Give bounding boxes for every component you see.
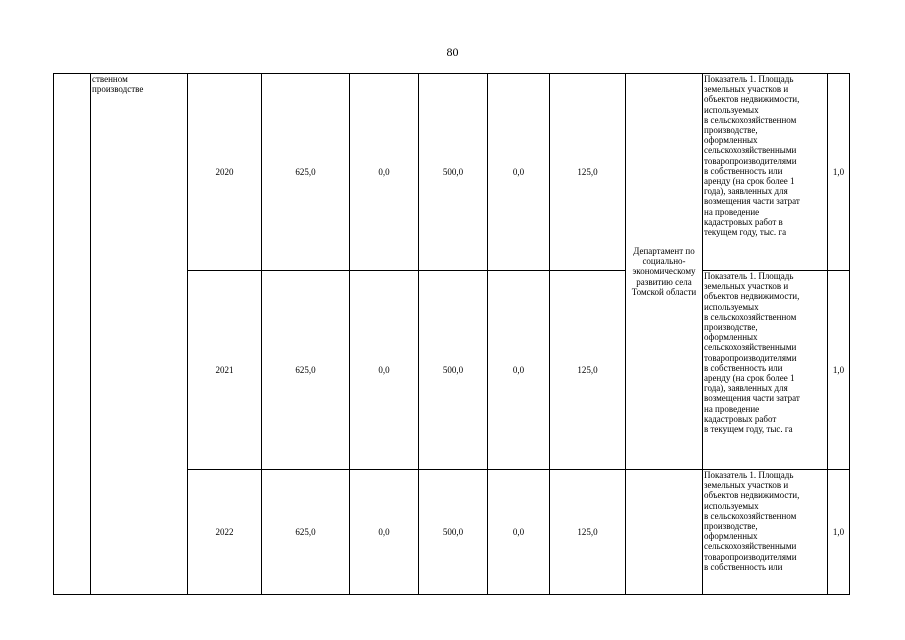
program-name: ственном производстве [92,74,144,95]
regional-cell: 500,0 [419,271,488,470]
table-row [54,74,850,271]
row-number-cell [54,74,91,595]
federal-cell: 0,0 [350,74,419,271]
local-cell: 0,0 [488,470,550,595]
indicator-value-cell: 1,0 [828,74,850,271]
year-cell: 2021 [188,271,262,470]
indicator-value-cell: 1,0 [828,271,850,470]
indicator-cell: Показатель 1. Площадь земельных участков и объектов недвижимости, используемых в сельскохозяйственном производстве, оформленных сельскохозяйственными товаропроизводителями в собственность или аренду (на срок более 1 года), заявленных для возмещения части затрат на проведение кадастровых работ в текущем году, тыс. га [703,74,828,271]
department: Департамент по социально-экономическому развитию села Томской области [631,245,697,297]
extra-cell: 125,0 [550,271,626,470]
department-cell-empty [626,470,703,595]
extra-cell: 125,0 [550,74,626,271]
extra-cell: 125,0 [550,470,626,595]
local-cell: 0,0 [488,74,550,271]
indicator-cell: Показатель 1. Площадь земельных участков и объектов недвижимости, используемых в сельскохозяйственном производстве, оформленных сельскохозяйственными товаропроизводителями в собственность или [703,470,828,595]
total-cell: 625,0 [262,74,350,271]
department-cell [626,74,703,470]
regional-cell: 500,0 [419,470,488,595]
total-cell: 625,0 [262,470,350,595]
indicator-value-cell: 1,0 [828,470,850,595]
page-number: 80 [446,45,459,59]
federal-cell: 0,0 [350,271,419,470]
year-cell: 2020 [188,74,262,271]
local-cell: 0,0 [488,271,550,470]
regional-cell: 500,0 [419,74,488,271]
indicator-cell: Показатель 1. Площадь земельных участков и объектов недвижимости, используемых в сельскохозяйственном производстве, оформленных сельскохозяйственными товаропроизводителями в собственность или аренду (на срок более 1 года), заявленных для возмещения части затрат на проведение кадастровых работ в текущем году, тыс. га [703,271,828,470]
program-table [53,73,850,595]
federal-cell: 0,0 [350,470,419,595]
program-name-cell [91,74,188,595]
total-cell: 625,0 [262,271,350,470]
year-cell: 2022 [188,470,262,595]
